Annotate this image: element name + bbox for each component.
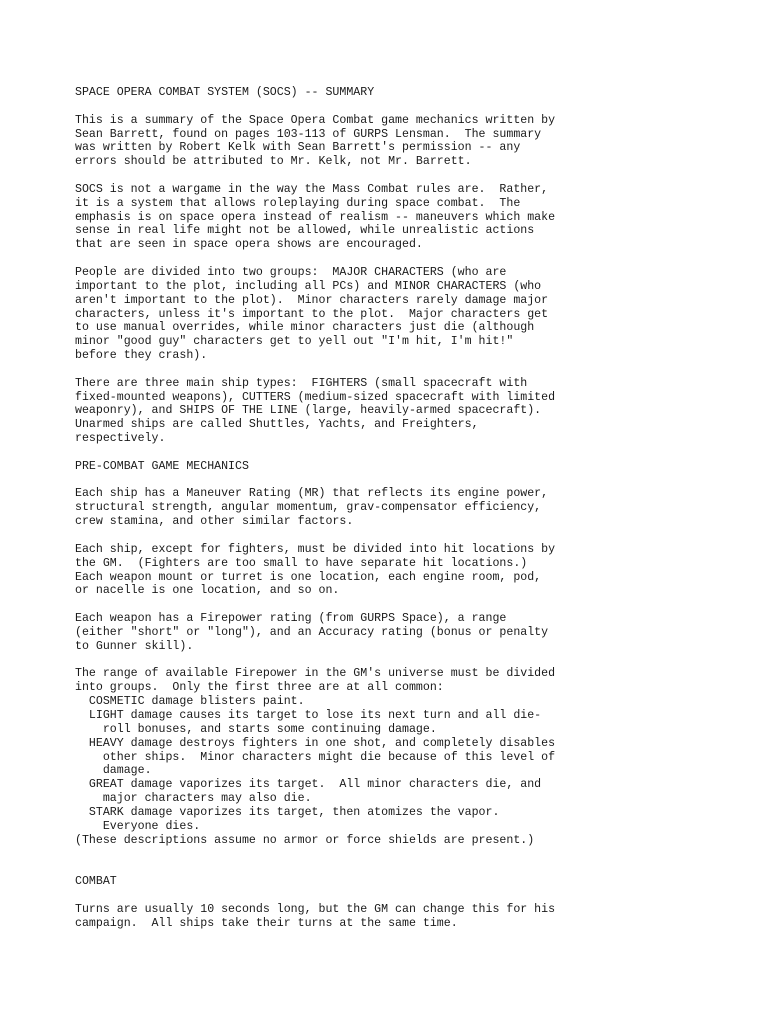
firepower-paragraph: Each weapon has a Firepower rating (from GURPS Space), a range (either "short" or "long"), and an Accuracy rating (bonus or penalty to Gunner skill). bbox=[75, 612, 549, 653]
intro-paragraph: This is a summary of the Space Opera Combat game mechanics written by Sean Barrett, found on pages 103-113 of GURPS Lensman. The summary was written by Robert Kelk with Sean Barrett's permission -- any errors should be attributed to Mr. Kelk, not Mr. Barrett. bbox=[75, 113, 556, 169]
damage-level-heavy: HEAVY damage destroys fighters in one shot, and completely disables other ships. Minor characters might die because of this level of damage. bbox=[88, 736, 556, 778]
damage-level-stark: STARK damage vaporizes its target, then atomizes the vapor. Everyone dies. bbox=[88, 805, 500, 833]
damage-level-light: LIGHT damage causes its target to lose its next turn and all die- roll bonuses, and starts some continuing damage. bbox=[88, 708, 542, 736]
damage-note: (These descriptions assume no armor or force shields are present.) bbox=[75, 833, 535, 847]
document-title: SPACE OPERA COMBAT SYSTEM (SOCS) -- SUMMARY bbox=[75, 86, 375, 99]
ship-types-paragraph: There are three main ship types: FIGHTERS (small spacecraft with fixed-mounted weapons), CUTTERS (medium-sized spacecraft with limited weaponry), and SHIPS OF THE LINE (large, heavily-armed spacecraft). Unarmed ships are called Shuttles, Yachts, and Freighters, respectively. bbox=[75, 376, 556, 446]
damage-intro-paragraph: The range of available Firepower in the GM's universe must be divided into groups. Only the first three are at all common: bbox=[75, 667, 556, 695]
maneuver-rating-paragraph: Each ship has a Maneuver Rating (MR) that reflects its engine power, structural strength, angular momentum, grav-compensator efficiency, crew stamina, and other similar factors. bbox=[75, 487, 549, 529]
damage-level-great: GREAT damage vaporizes its target. All minor characters die, and major characters may also die. bbox=[88, 778, 542, 806]
hit-locations-paragraph: Each ship, except for fighters, must be divided into hit locations by the GM. (Fighters are too small to have separate hit locations.) Each weapon mount or turret is one location, each engine room, pod, or nacelle is one location, and so on. bbox=[75, 542, 556, 598]
socs-description-paragraph: SOCS is not a wargame in the way the Mass Combat rules are. Rather, it is a system that allows roleplaying during space combat. The emphasis is on space opera instead of realism -- maneuvers which make sense in real life might not be allowed, while unrealistic actions that are seen in space opera shows are encouraged. bbox=[75, 182, 556, 252]
precombat-heading: PRE-COMBAT GAME MECHANICS bbox=[75, 459, 249, 473]
characters-paragraph: People are divided into two groups: MAJOR CHARACTERS (who are important to the plot, including all PCs) and MINOR CHARACTERS (who aren't important to the plot). Minor characters rarely damage major characters, unless it's important to the plot. Major characters get to use manual overrides, while minor characters just die (although minor "good guy" characters get to yell out "I'm hit, I'm hit!" before they crash). bbox=[75, 265, 549, 363]
document-body bbox=[75, 86, 735, 930]
turns-paragraph: Turns are usually 10 seconds long, but the GM can change this for his campaign. All ships take their turns at the same time. bbox=[75, 902, 556, 930]
combat-heading: COMBAT bbox=[75, 875, 117, 889]
damage-level-cosmetic: COSMETIC damage blisters paint. bbox=[75, 695, 305, 709]
